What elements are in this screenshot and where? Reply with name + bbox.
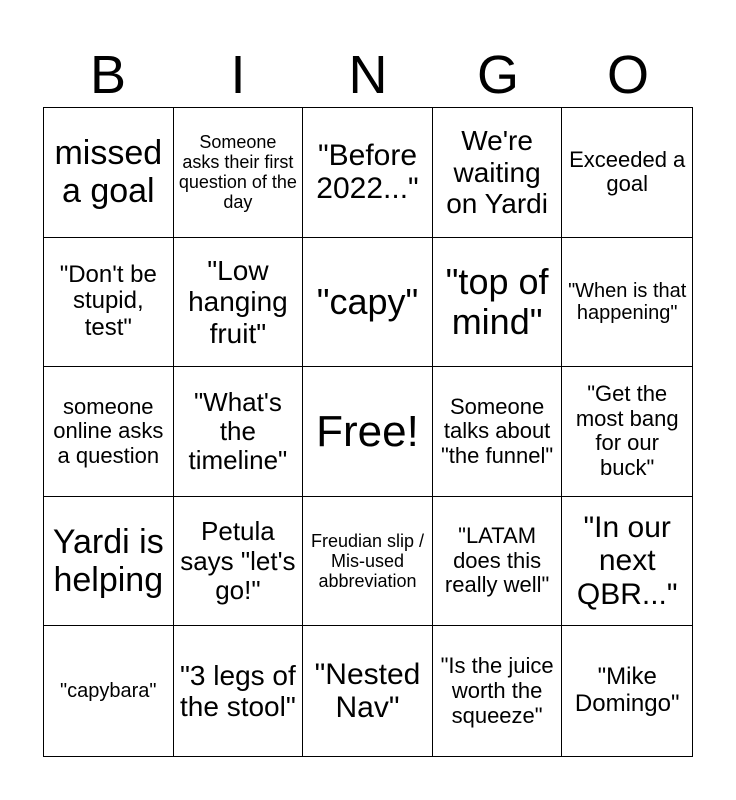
bingo-cell-r1c3[interactable]: "Before 2022..." xyxy=(303,108,433,238)
bingo-cell-r2c3[interactable]: "capy" xyxy=(303,238,433,368)
bingo-cell-r4c4[interactable]: "LATAM does this really well" xyxy=(433,497,563,627)
bingo-cell-r1c1[interactable]: missed a goal xyxy=(44,108,174,238)
bingo-cell-r4c2[interactable]: Petula says "let's go!" xyxy=(174,497,304,627)
bingo-cell-r3c4[interactable]: Someone talks about "the funnel" xyxy=(433,367,563,497)
bingo-cell-r2c4[interactable]: "top of mind" xyxy=(433,238,563,368)
header-letter-n: N xyxy=(348,45,388,105)
bingo-cell-r5c2[interactable]: "3 legs of the stool" xyxy=(174,626,304,756)
bingo-cell-r4c1[interactable]: Yardi is helping xyxy=(44,497,174,627)
bingo-cell-r1c2[interactable]: Someone asks their first question of the day xyxy=(174,108,304,238)
header-letter-o: O xyxy=(606,45,649,105)
bingo-cell-r5c3[interactable]: "Nested Nav" xyxy=(303,626,433,756)
bingo-header xyxy=(43,44,693,106)
header-letter-g: G xyxy=(476,45,519,105)
bingo-board xyxy=(43,107,693,757)
header-letter-i: I xyxy=(230,45,246,105)
bingo-cell-free[interactable]: Free! xyxy=(303,367,433,497)
bingo-cell-r4c3[interactable]: Freudian slip / Mis-used abbreviation xyxy=(303,497,433,627)
bingo-cell-r2c1[interactable]: "Don't be stupid, test" xyxy=(44,238,174,368)
bingo-cell-r3c1[interactable]: someone online asks a question xyxy=(44,367,174,497)
bingo-cell-r2c2[interactable]: "Low hanging fruit" xyxy=(174,238,304,368)
bingo-cell-r3c5[interactable]: "Get the most bang for our buck" xyxy=(562,367,692,497)
bingo-cell-r4c5[interactable]: "In our next QBR..." xyxy=(562,497,692,627)
bingo-cell-r1c4[interactable]: We're waiting on Yardi xyxy=(433,108,563,238)
bingo-cell-r3c2[interactable]: "What's the timeline" xyxy=(174,367,304,497)
bingo-cell-r5c5[interactable]: "Mike Domingo" xyxy=(574,663,680,718)
bingo-cell-r1c5[interactable]: Exceeded a goal xyxy=(562,108,692,238)
bingo-cell-r5c4[interactable]: "Is the juice worth the squeeze" xyxy=(433,626,563,756)
header-letter-b: B xyxy=(89,45,127,105)
bingo-cell-r5c1[interactable]: "capybara" xyxy=(44,626,174,756)
bingo-cell-r2c5[interactable]: "When is that happening" xyxy=(562,238,692,368)
